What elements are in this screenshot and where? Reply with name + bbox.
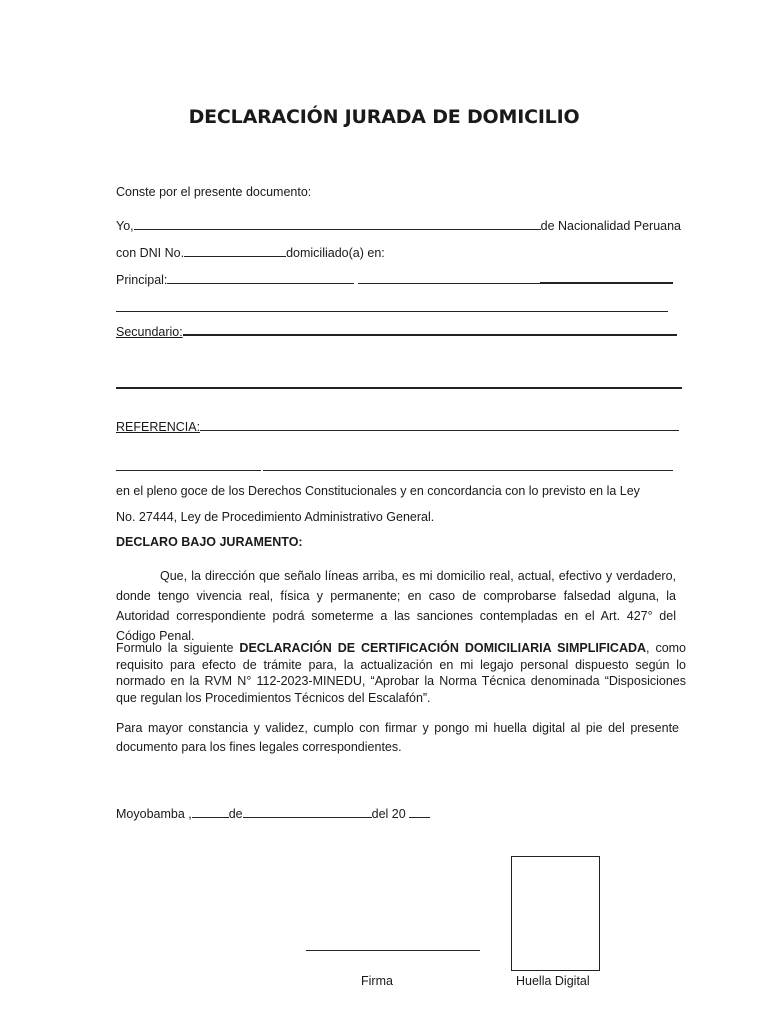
intro-text: Conste por el presente documento: [116,185,312,199]
name-line [116,217,681,234]
referencia-continuation-line-1[interactable] [116,470,261,471]
formulo-paragraph [116,640,686,706]
huella-label: Huella Digital [516,974,590,988]
firma-label: Firma [361,974,393,988]
year-blank[interactable] [409,805,430,818]
de-label: de [228,807,243,821]
referencia-continuation-line-2[interactable] [263,470,673,471]
referencia-label: REFERENCIA: [116,420,201,434]
secundario-continuation-line[interactable] [116,387,682,389]
secundario-label: Secundario: [116,325,183,339]
principal-line [116,270,673,288]
secundario-line [116,322,677,340]
declaro-heading: DECLARO BAJO JURAMENTO: [116,535,303,549]
address-continuation-line[interactable] [116,311,668,312]
name-blank[interactable] [134,217,541,230]
del-label: del 20 [371,807,406,821]
constancia-paragraph: Para mayor constancia y validez, cumplo con firmar y pongo mi huella digital al pie del presente documento para los fines legales correspondientes. [116,721,679,754]
month-blank[interactable] [243,805,372,818]
formulo-post: , como requisito para efecto de trámite para, la actualización en mi legajo personal dispuesto según lo normado en la RVM N° 112-2023-MINEDU, “Aprobar la Norma Técnica denominada “Disposiciones que regulan los Procedimientos Técnicos del Escalafón”. [116,641,687,705]
secundario-blank[interactable] [183,322,677,336]
principal-blank-1[interactable] [167,271,354,284]
nationality-text: de Nacionalidad Peruana [540,219,682,233]
dni-label: con DNI No. [116,246,185,260]
formulo-pre: Formulo la siguiente [116,641,240,655]
document-title: DECLARACIÓN JURADA DE DOMICILIO [188,106,580,128]
domiciled-text: domiciliado(a) en: [286,246,385,260]
day-blank[interactable] [192,805,229,818]
dni-line [116,244,385,261]
principal-label: Principal: [116,273,168,287]
principal-blank-3[interactable] [540,270,673,284]
rights-line-2: No. 27444, Ley de Procedimiento Administrativo General. [116,510,435,524]
oath-paragraph: Que, la dirección que señalo líneas arriba, es mi domicilio real, actual, efectivo y verdadero, donde tengo vivencia real, física y permanente; en caso de comprobarse falsedad alguna, la Autoridad correspondiente podrá someterme a las sanciones contempladas en el Art. 427° del Código Penal. [116,569,676,643]
city-label: Moyobamba , [116,807,192,821]
signature-line[interactable] [306,950,480,951]
principal-blank-2[interactable] [358,271,540,284]
referencia-line [116,418,679,435]
dni-blank[interactable] [184,244,286,257]
date-line [116,805,430,822]
formulo-bold: DECLARACIÓN DE CERTIFICACIÓN DOMICILIARIA SIMPLIFICADA [239,641,647,655]
referencia-blank[interactable] [200,418,679,431]
fingerprint-box[interactable] [511,856,600,971]
rights-line-1: en el pleno goce de los Derechos Constitucionales y en concordancia con lo previsto en la Ley [116,484,640,498]
yo-label: Yo, [116,219,134,233]
